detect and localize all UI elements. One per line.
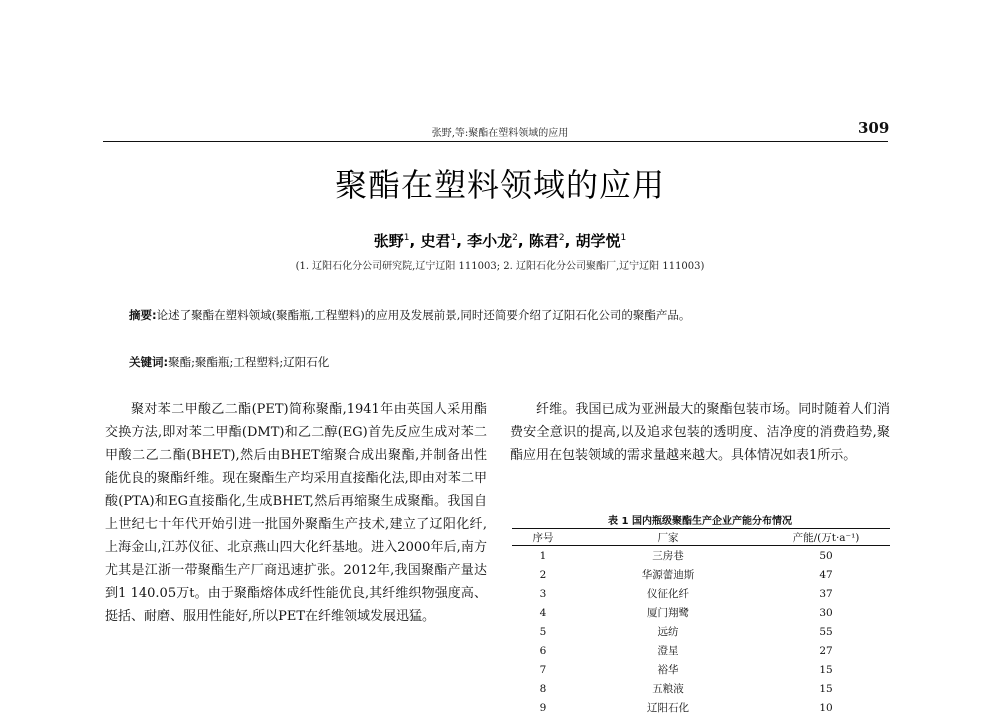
table-cell: 37 <box>819 587 833 600</box>
body-paragraph-left: 聚对苯二甲酸乙二酯(PET)简称聚酯,1941年由英国人采用酯交换方法,即对苯二甲酯(DMT)和乙二醇(EG)首先反应生成对苯二甲酸二乙二酯(BHET),然后由BHET缩聚合成出聚酯,并制备出性能优良的聚酯纤维。现在聚酯生产均采用直接酯化法,即由对苯二甲酸(PTA)和EG直接酯化,生成BHET,然后再缩聚生成聚酯。我国自上世纪七十年代开始引进一批国外聚酯生产技术,建立了辽阳化纤,上海金山,江苏仪征、北京燕山四大化纤基地。进入2000年后,南方尤其是江浙一带聚酯生产厂商迅速扩张。2012年,我国聚酯产量达到1 140.05万t。由于聚酯熔体成纤性能优良,其纤维织物强度高、挺括、耐磨、服用性能好,所以PET在纤维领域发展迅猛。 <box>105 402 487 624</box>
table-cell: 8 <box>539 682 547 695</box>
author-name: 李小龙 <box>467 232 513 250</box>
author-affiliation-mark: 2 <box>512 233 518 243</box>
table-cell: 50 <box>819 549 833 562</box>
table-row <box>512 603 890 622</box>
table-cell: 辽阳石化 <box>647 702 689 714</box>
table-cell: 10 <box>819 701 833 714</box>
capacity-table <box>512 528 890 717</box>
table-cell: 三房巷 <box>652 550 684 562</box>
table-row <box>512 584 890 603</box>
author-name: 胡学悦 <box>575 232 621 250</box>
table-header-cell: 序号 <box>512 529 574 546</box>
author-name: 张野 <box>373 232 404 250</box>
keywords-label: 关键词: <box>129 355 169 369</box>
table-cell: 30 <box>819 606 833 619</box>
table-cell: 27 <box>819 644 833 657</box>
keywords-text: 聚酯;聚酯瓶;工程塑料;辽阳石化 <box>168 355 330 369</box>
table-row <box>512 546 890 566</box>
author-affiliation-mark: 1 <box>620 233 627 243</box>
article-title: 聚酯在塑料领域的应用 <box>334 166 665 204</box>
author <box>420 232 461 250</box>
author <box>467 232 523 250</box>
body-paragraph-right: 纤维。我国已成为亚洲最大的聚酯包装市场。同时随着人们消费安全意识的提高,以及追求包装的透明度、洁净度的消费趋势,聚酯应用在包装领域的需求量越来越大。具体情况如表1所示。 <box>510 402 890 463</box>
table-cell: 4 <box>539 606 547 619</box>
table-cell: 7 <box>539 663 547 676</box>
author-separator: , <box>564 232 571 250</box>
author-separator: , <box>456 232 462 250</box>
abstract-text: 论述了聚酯在塑料领域(聚酯瓶,工程塑料)的应用及发展前景,同时还简要介绍了辽阳石化公司的聚酯产品。 <box>156 308 691 322</box>
table-cell: 厦门翔鹭 <box>647 607 689 619</box>
table-row <box>512 565 890 584</box>
table-cell: 15 <box>819 663 833 676</box>
keywords <box>129 354 329 370</box>
table-cell: 仪征化纤 <box>647 588 689 600</box>
table-cell: 15 <box>819 682 833 695</box>
author <box>374 232 415 250</box>
page-number: 309 <box>858 119 890 137</box>
header-rule <box>103 141 888 142</box>
abstract <box>105 302 890 328</box>
table-header-cell: 产能/(万t·a⁻¹) <box>762 529 890 546</box>
author-affiliation-mark: 2 <box>558 233 565 243</box>
table-cell: 6 <box>539 644 547 657</box>
table-row <box>512 679 890 698</box>
author-affiliations: (1. 辽阳石化分公司研究院,辽宁辽阳 111003; 2. 辽阳石化分公司聚酯厂,辽宁辽阳 111003) <box>295 261 705 272</box>
author-name: 陈君 <box>528 232 559 250</box>
author-separator: , <box>409 232 416 250</box>
table-cell: 华源蕾迪斯 <box>641 569 695 581</box>
table-row <box>512 660 890 679</box>
table-header-cell: 厂家 <box>574 529 762 546</box>
table-cell: 9 <box>539 701 547 714</box>
author-affiliation-mark: 1 <box>450 233 457 243</box>
table-cell: 5 <box>539 625 547 638</box>
table-cell: 裕华 <box>657 664 679 676</box>
table-cell: 1 <box>539 549 547 562</box>
table-cell: 55 <box>819 625 833 638</box>
table-cell: 五粮液 <box>652 683 684 695</box>
author <box>576 232 627 250</box>
author-affiliation-mark: 1 <box>403 233 410 243</box>
table-header-row <box>512 529 890 546</box>
table-cell: 2 <box>539 568 547 581</box>
table-cell: 47 <box>819 568 833 581</box>
author-list <box>0 230 1000 251</box>
table-row <box>512 622 890 641</box>
author <box>529 232 570 250</box>
author-separator: , <box>517 232 524 250</box>
table-row <box>512 641 890 660</box>
author-name: 史君 <box>420 232 451 250</box>
table-caption: 表 1 国内瓶级聚酯生产企业产能分布情况 <box>608 516 792 527</box>
table-cell: 3 <box>539 587 547 600</box>
table-cell: 澄星 <box>657 645 679 657</box>
table-cell: 远纺 <box>657 626 679 638</box>
table-row <box>512 698 890 717</box>
running-head-title: 张野,等:聚酯在塑料领域的应用 <box>431 128 569 139</box>
abstract-label: 摘要: <box>129 308 157 322</box>
